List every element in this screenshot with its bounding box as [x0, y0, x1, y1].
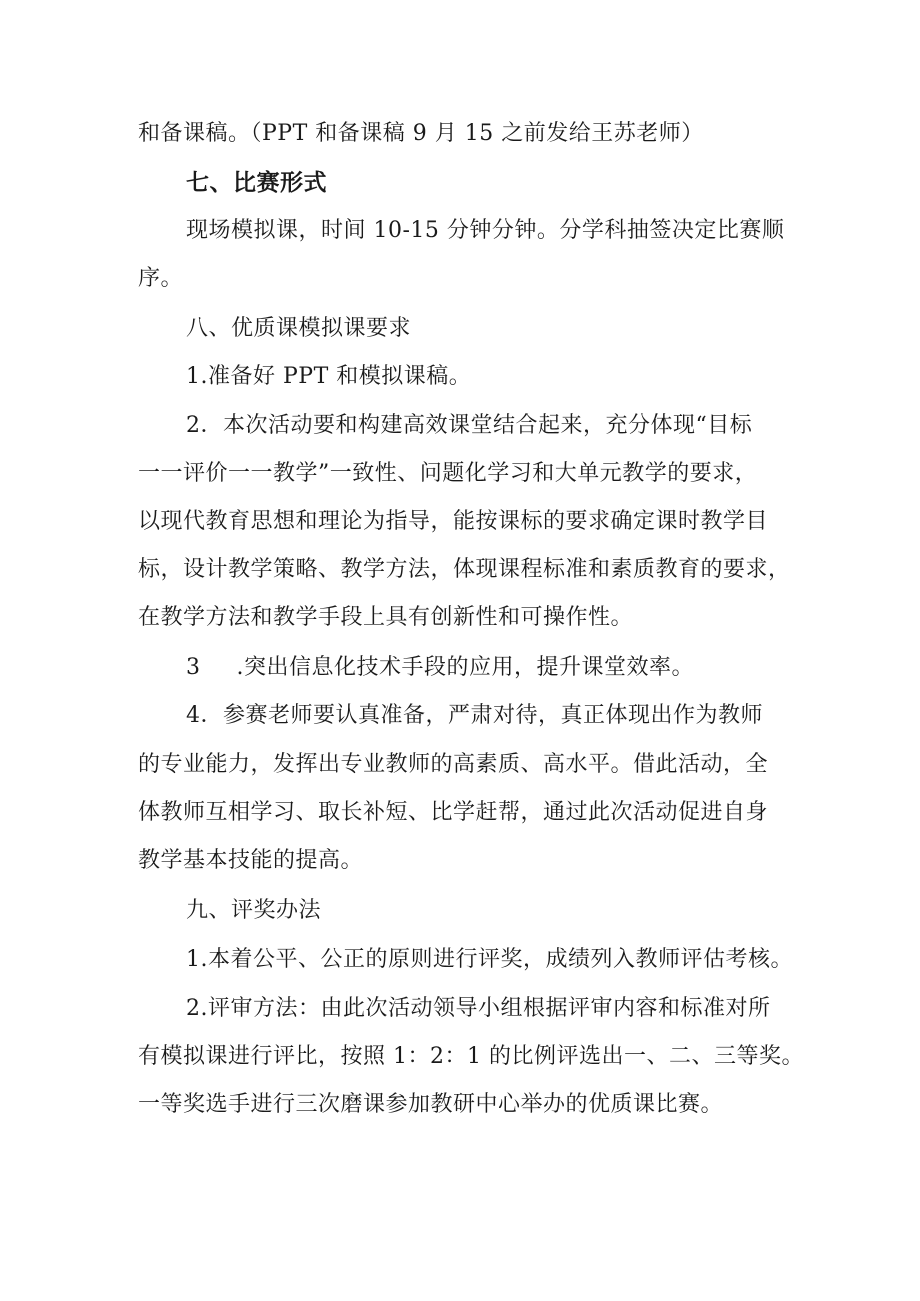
- paragraph-line: 有模拟课进行评比，按照 1：2：1 的比例评选出一、二、三等奖。: [138, 1044, 804, 1069]
- section-heading-competition-format: 七、比赛形式: [186, 170, 327, 196]
- paragraph-line: 一一评价一一教学”一致性、问题化学习和大单元教学的要求，: [138, 461, 758, 486]
- list-item-text: .突出信息化技术手段的应用，提升课堂效率。: [236, 655, 694, 680]
- list-item: 2．本次活动要和构建高效课堂结合起来，充分体现“目标: [186, 413, 753, 438]
- paragraph-line: 的专业能力，发挥出专业教师的高素质、高水平。借此活动，全: [138, 752, 769, 777]
- list-item: 4．参赛老师要认真准备，严肃对待，真正体现出作为教师: [186, 703, 763, 728]
- paragraph-line: 和备课稿。（PPT 和备课稿 9 月 15 之前发给王苏老师）: [138, 121, 704, 146]
- paragraph-line: 教学基本技能的提高。: [138, 848, 364, 873]
- paragraph-line: 现场模拟课，时间 10-15 分钟分钟。分学科抽签决定比赛顺: [186, 218, 785, 243]
- paragraph-line: 序。: [138, 266, 184, 291]
- list-item: 1.本着公平、公正的原则进行评奖，成绩列入教师评估考核。: [186, 947, 793, 972]
- list-item: [186, 644, 920, 692]
- list-item-number: 3: [186, 655, 201, 680]
- paragraph-line: 体教师互相学习、取长补短、比学赶帮，通过此次活动促进自身: [138, 800, 769, 825]
- list-item: 1.准备好 PPT 和模拟课稿。: [186, 364, 472, 389]
- paragraph-line: 一等奖选手进行三次磨课参加教研中心举办的优质课比赛。: [138, 1092, 724, 1117]
- list-item: 2.评审方法：由此次活动领导小组根据评审内容和标准对所: [186, 996, 771, 1021]
- paragraph-line: 标，设计教学策略、教学方法，体现课程标准和素质教育的要求，: [138, 557, 791, 582]
- paragraph-line: 在教学方法和教学手段上具有创新性和可操作性。: [138, 605, 634, 630]
- section-heading-lesson-requirements: 八、优质课模拟课要求: [186, 316, 412, 341]
- section-heading-awards: 九、评奖办法: [186, 898, 322, 923]
- paragraph-line: 以现代教育思想和理论为指导，能按课标的要求确定课时教学目: [138, 509, 769, 534]
